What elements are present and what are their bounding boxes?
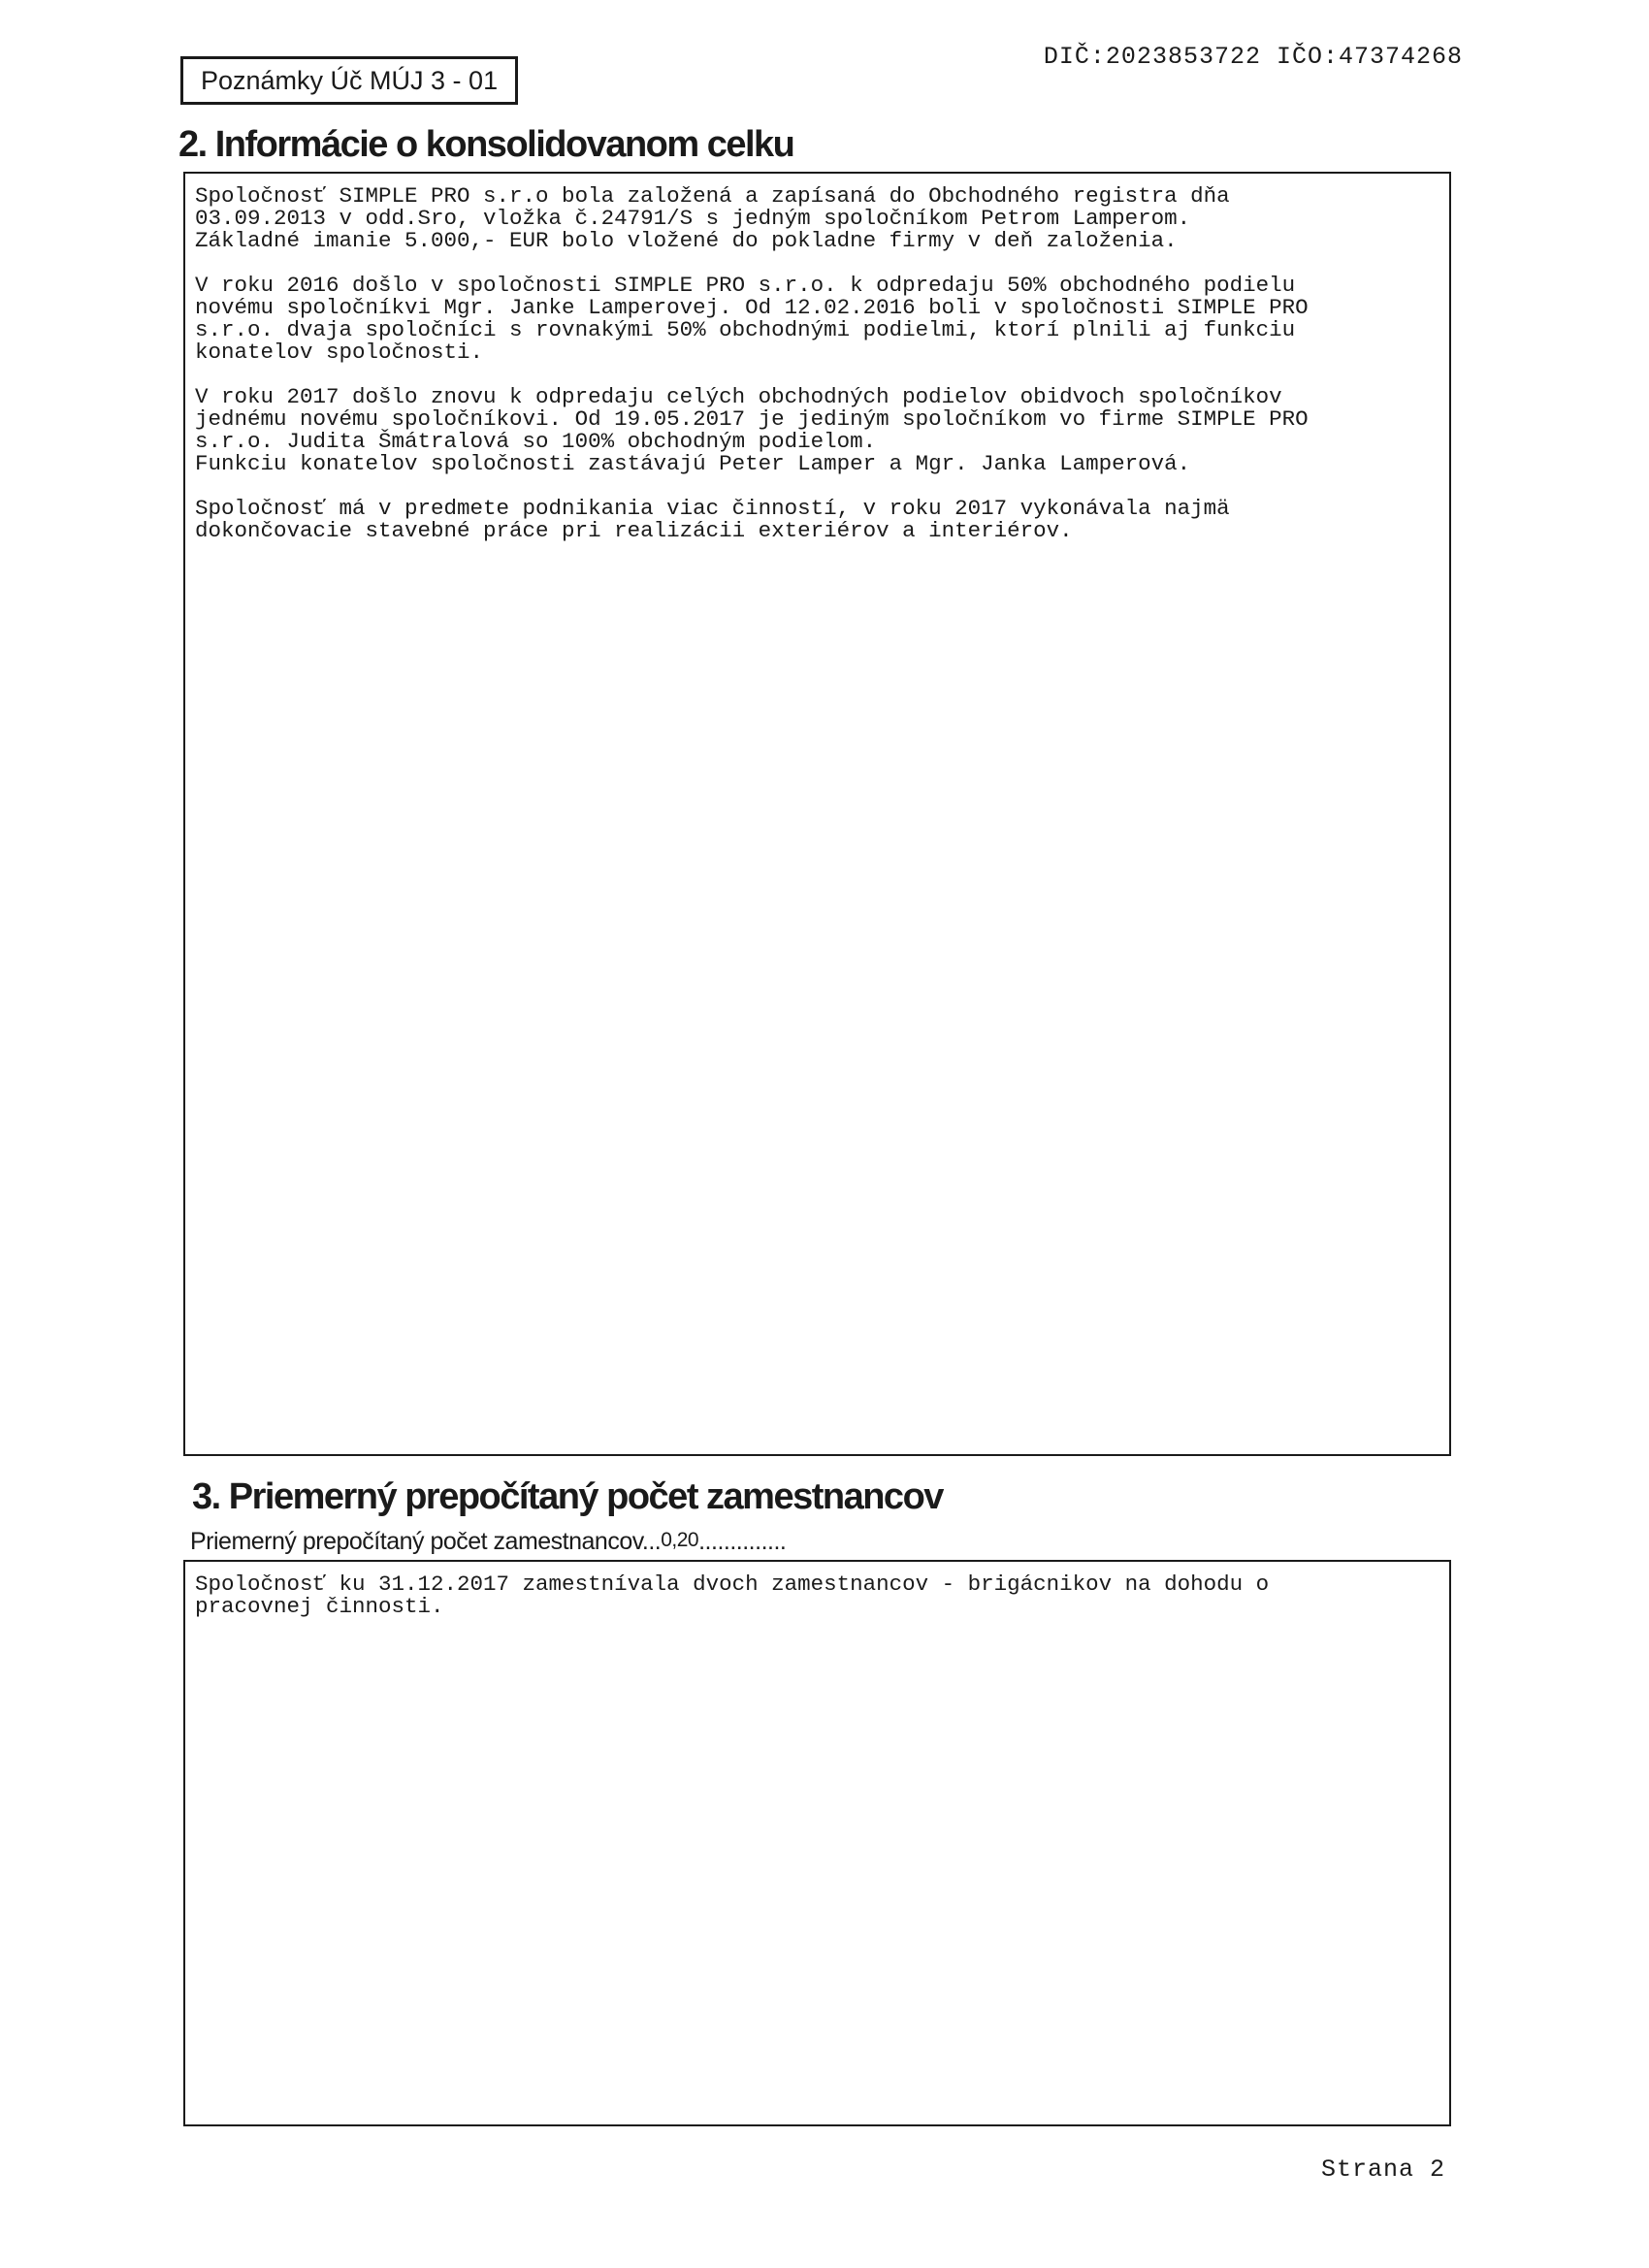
employees-count-value: 0,20 <box>661 1529 699 1551</box>
employees-count-row <box>190 1528 786 1556</box>
form-label: Poznámky Úč MÚJ 3 - 01 <box>180 56 518 105</box>
paragraph-2016: V roku 2016 došlo v spoločnosti SIMPLE PRO s.r.o. k odpredaju 50% obchodného podielu novému spoločníkvi Mgr. Janke Lamperovej. Od 12.02.2016 boli v spoločnosti SIMPLE PRO s.r.o. dvaja spoločníci s rovnakými 50% obchodnými podielmi, ktorí plnili aj funkciu konatelov spoločnosti. <box>195 273 1309 365</box>
tax-ids: DIČ:2023853722 IČO:47374268 <box>1043 43 1463 71</box>
paragraph-founding: Spoločnosť SIMPLE PRO s.r.o bola založená a zapísaná do Obchodného registra dňa 03.09.2013 v odd.Sro, vložka č.24791/S s jedným spoločníkom Petrom Lamperom. Základné imanie 5.000,- EUR bolo vložené do pokladne firmy v deň založenia. <box>195 183 1230 253</box>
section-3-heading: 3. Priemerný prepočítaný počet zamestnancov <box>192 1476 943 1517</box>
paragraph-business: Spoločnosť má v predmete podnikania viac činností, v roku 2017 vykonávala najmä dokončovacie stavebné práce pri realizácii exteriérov a interiérov. <box>195 496 1230 543</box>
page-number: Strana 2 <box>1320 2155 1445 2184</box>
employees-count-dots: .............. <box>698 1528 787 1555</box>
consolidated-group-textbox <box>183 172 1451 1456</box>
paragraph-2017: V roku 2017 došlo znovu k odpredaju celých obchodných podielov obidvoch spoločníkov jednému novému spoločníkovi. Od 19.05.2017 je jediným spoločníkom vo firme SIMPLE PRO s.r.o. Judita Šmátralová so 100% obchodným podielom. Funkciu konatelov spoločnosti zastávajú Peter Lamper a Mgr. Janka Lamperová. <box>195 384 1309 476</box>
paragraph-employees: Spoločnosť ku 31.12.2017 zamestnívala dvoch zamestnancov - brigácnikov na dohodu o pracovnej činnosti. <box>195 1571 1270 1619</box>
employees-count-label: Priemerný prepočítaný počet zamestnancov... <box>190 1528 662 1555</box>
section-2-heading: 2. Informácie o konsolidovanom celku <box>178 124 794 165</box>
employees-textbox <box>183 1560 1451 2126</box>
